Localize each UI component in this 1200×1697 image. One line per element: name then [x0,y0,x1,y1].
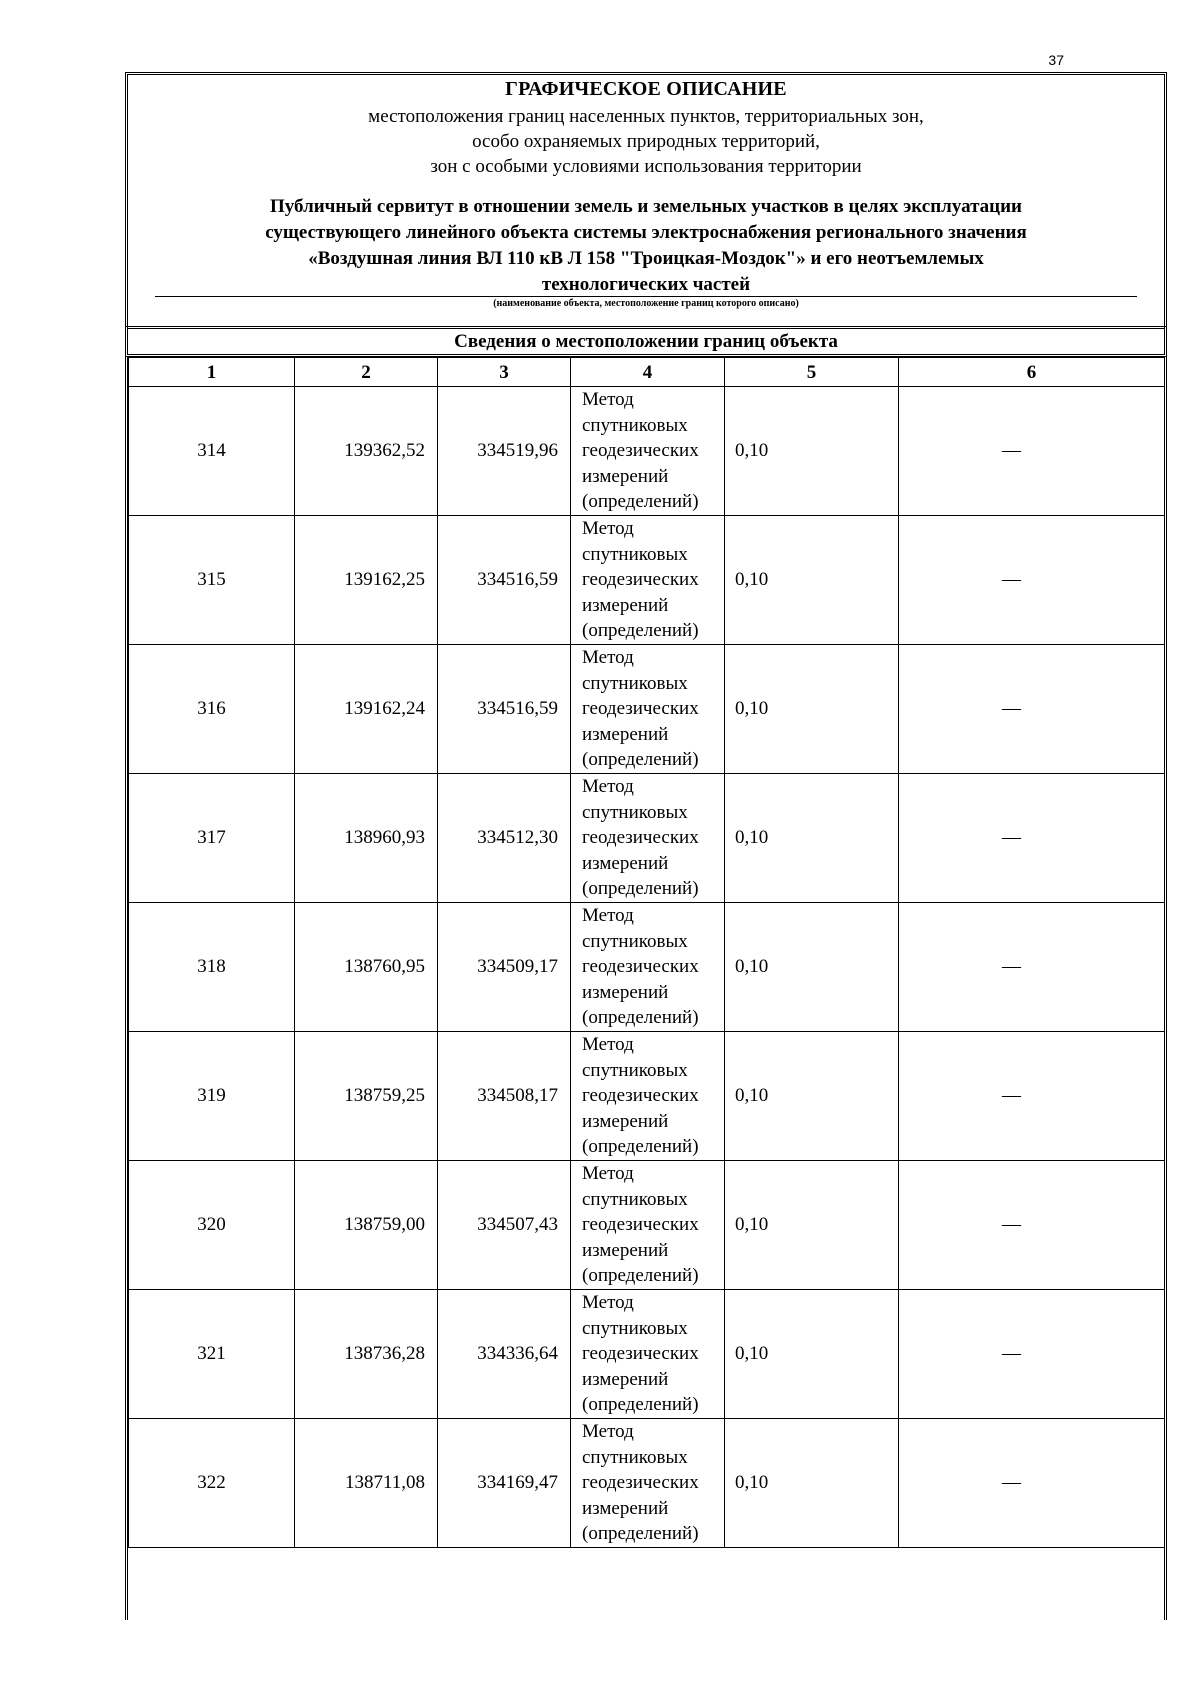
note-cell: — [899,1032,1165,1161]
table-row [129,1161,1165,1290]
y-coordinate-cell: 334336,64 [438,1290,571,1419]
boundary-table [128,357,1165,1548]
y-coordinate-cell: 334512,30 [438,774,571,903]
table-row [129,387,1165,516]
note-cell: — [899,1419,1165,1548]
table-container [125,357,1167,1620]
y-coordinate-cell: 334509,17 [438,903,571,1032]
object-name-line: технологических частей [541,274,751,295]
document-title: ГРАФИЧЕСКОЕ ОПИСАНИЕ [505,78,787,100]
note-cell: — [899,516,1165,645]
y-coordinate-cell: 334516,59 [438,516,571,645]
column-header: 1 [129,358,295,387]
point-number-cell: 321 [129,1290,295,1419]
accuracy-cell: 0,10 [725,1419,899,1548]
accuracy-cell: 0,10 [725,645,899,774]
table-row [129,774,1165,903]
caption-divider [155,296,1137,297]
method-cell: Метод спутниковых геодезических измерений (определений) [571,903,725,1032]
column-header: 3 [438,358,571,387]
note-cell: — [899,774,1165,903]
accuracy-cell: 0,10 [725,1032,899,1161]
table-row [129,903,1165,1032]
method-cell: Метод спутниковых геодезических измерений (определений) [571,774,725,903]
table-row [129,516,1165,645]
column-header: 2 [295,358,438,387]
section-title: Сведения о местоположении границ объекта [125,326,1167,357]
table-header-row [129,358,1165,387]
y-coordinate-cell: 334169,47 [438,1419,571,1548]
point-number-cell: 319 [129,1032,295,1161]
x-coordinate-cell: 138759,00 [295,1161,438,1290]
point-number-cell: 322 [129,1419,295,1548]
x-coordinate-cell: 139162,25 [295,516,438,645]
table-row [129,1032,1165,1161]
x-coordinate-cell: 138759,25 [295,1032,438,1161]
header-box [125,72,1167,357]
note-cell: — [899,1161,1165,1290]
point-number-cell: 314 [129,387,295,516]
accuracy-cell: 0,10 [725,903,899,1032]
accuracy-cell: 0,10 [725,1290,899,1419]
method-cell: Метод спутниковых геодезических измерений (определений) [571,1290,725,1419]
subtitle-line: особо охраняемых природных территорий, [472,131,820,152]
accuracy-cell: 0,10 [725,387,899,516]
x-coordinate-cell: 139362,52 [295,387,438,516]
object-name-line: существующего линейного объекта системы электроснабжения регионального значения [265,222,1027,243]
column-header: 4 [571,358,725,387]
note-cell: — [899,1290,1165,1419]
subtitle-line: местоположения границ населенных пунктов, территориальных зон, [368,106,924,127]
method-cell: Метод спутниковых геодезических измерений (определений) [571,516,725,645]
y-coordinate-cell: 334508,17 [438,1032,571,1161]
point-number-cell: 316 [129,645,295,774]
table-row [129,1419,1165,1548]
object-caption: (наименование объекта, местоположение границ которого описано) [493,298,799,309]
table-row [129,1290,1165,1419]
accuracy-cell: 0,10 [725,516,899,645]
point-number-cell: 318 [129,903,295,1032]
y-coordinate-cell: 334519,96 [438,387,571,516]
method-cell: Метод спутниковых геодезических измерений (определений) [571,387,725,516]
x-coordinate-cell: 138960,93 [295,774,438,903]
point-number-cell: 317 [129,774,295,903]
accuracy-cell: 0,10 [725,774,899,903]
method-cell: Метод спутниковых геодезических измерений (определений) [571,1032,725,1161]
method-cell: Метод спутниковых геодезических измерений (определений) [571,645,725,774]
note-cell: — [899,903,1165,1032]
x-coordinate-cell: 138760,95 [295,903,438,1032]
object-name-line: «Воздушная линия ВЛ 110 кВ Л 158 "Троицкая-Моздок"» и его неотъемлемых [308,248,984,269]
x-coordinate-cell: 138711,08 [295,1419,438,1548]
table-row [129,645,1165,774]
method-cell: Метод спутниковых геодезических измерений (определений) [571,1161,725,1290]
method-cell: Метод спутниковых геодезических измерений (определений) [571,1419,725,1548]
y-coordinate-cell: 334507,43 [438,1161,571,1290]
subtitle-line: зон с особыми условиями использования территории [430,156,862,177]
object-name-line: Публичный сервитут в отношении земель и земельных участков в целях эксплуатации [270,196,1022,217]
accuracy-cell: 0,10 [725,1161,899,1290]
column-header: 5 [725,358,899,387]
page-number: 37 [1048,52,1064,68]
column-header: 6 [899,358,1165,387]
point-number-cell: 320 [129,1161,295,1290]
point-number-cell: 315 [129,516,295,645]
note-cell: — [899,645,1165,774]
x-coordinate-cell: 139162,24 [295,645,438,774]
x-coordinate-cell: 138736,28 [295,1290,438,1419]
y-coordinate-cell: 334516,59 [438,645,571,774]
note-cell: — [899,387,1165,516]
